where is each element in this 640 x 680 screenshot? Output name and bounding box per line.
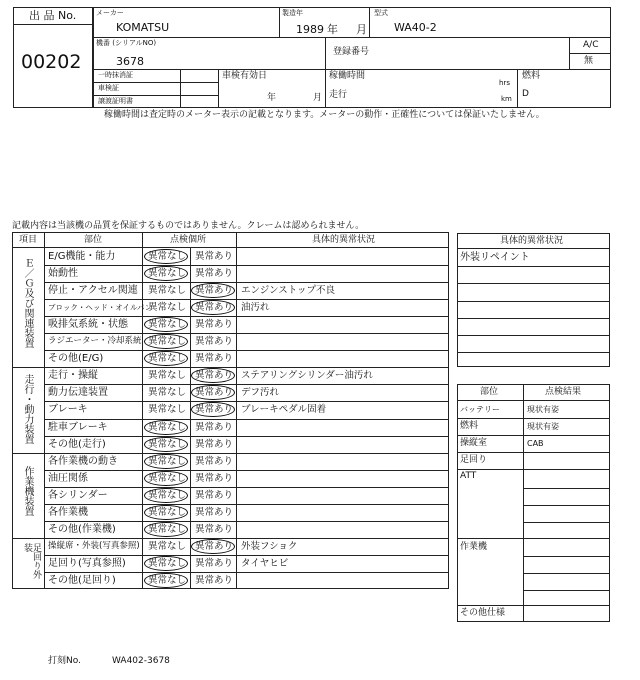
option-no-issue[interactable]: 異常なし: [148, 336, 187, 348]
result-part-workmachine: 作業機: [460, 542, 488, 552]
option-no-issue[interactable]: 異常なし: [148, 557, 187, 569]
option-issue[interactable]: 異常あり: [195, 302, 234, 314]
option-issue[interactable]: 異常あり: [195, 557, 234, 569]
row-part: 各シリンダー: [48, 489, 108, 501]
option-no-issue[interactable]: 異常なし: [148, 370, 187, 382]
selection-circle: [144, 522, 188, 537]
option-issue[interactable]: 異常あり: [195, 251, 234, 262]
year-unit: 年: [327, 23, 338, 36]
selection-circle: [144, 454, 188, 469]
row-part: その他(作業機): [48, 523, 116, 535]
option-no-issue[interactable]: 異常なし: [148, 421, 187, 433]
selection-circle: [144, 505, 188, 520]
option-no-issue[interactable]: 異常なし: [148, 523, 187, 535]
fuel-value: D: [522, 89, 529, 99]
option-issue[interactable]: 異常あり: [195, 438, 234, 450]
col-detail-header: 具体的異常状況: [312, 235, 376, 245]
row-part: 油圧関係: [48, 472, 88, 484]
option-issue[interactable]: 異常あり: [195, 472, 234, 484]
option-no-issue[interactable]: 異常なし: [148, 574, 187, 586]
option-no-issue[interactable]: 異常なし: [148, 455, 187, 467]
row-part: その他(E/G): [48, 353, 104, 365]
group-label-engine: Ｅ／Ｇ及び関連装置: [22, 258, 33, 348]
stamp-value: WA402-3678: [112, 656, 170, 666]
row-part: E/G機能・能力: [48, 251, 116, 262]
maker-label: メーカー: [96, 9, 124, 17]
row-detail: 油汚れ: [241, 302, 270, 314]
option-no-issue[interactable]: 異常なし: [148, 268, 187, 280]
row-part: 駐車ブレーキ: [48, 421, 108, 433]
row-detail: エンジンストップ不良: [241, 285, 335, 297]
spec-grid: [93, 7, 611, 108]
row-detail: ブレーキペダル固着: [241, 404, 327, 416]
selection-circle: [144, 488, 188, 503]
option-no-issue[interactable]: 異常なし: [148, 285, 187, 297]
option-issue[interactable]: 異常あり: [195, 353, 234, 365]
stamp-label: 打刻No.: [48, 656, 81, 666]
option-issue[interactable]: 異常あり: [195, 489, 234, 501]
option-issue[interactable]: 異常あり: [195, 268, 234, 280]
right-detail-title: 具体的異常状況: [500, 236, 564, 246]
option-issue[interactable]: 異常あり: [195, 455, 234, 467]
option-no-issue[interactable]: 異常なし: [148, 438, 187, 450]
selection-circle: [144, 266, 188, 281]
option-issue[interactable]: 異常あり: [195, 387, 234, 399]
option-no-issue[interactable]: 異常なし: [148, 506, 187, 518]
option-issue[interactable]: 異常あり: [195, 523, 234, 535]
year-label: 製造年: [282, 9, 303, 17]
option-no-issue[interactable]: 異常なし: [148, 251, 187, 262]
model-value: WA40-2: [394, 21, 437, 34]
model-label: 型式: [374, 9, 388, 17]
row-part: 各作業機の動き: [48, 455, 118, 467]
row-part: 足回り(写真参照): [48, 557, 126, 569]
selection-circle: [144, 420, 188, 435]
travel-label: 走行: [329, 90, 348, 100]
hours-label: 稼働時間: [329, 71, 366, 81]
fuel-label: 燃料: [522, 71, 541, 81]
valid-month-unit: 月: [313, 93, 323, 103]
option-no-issue[interactable]: 異常なし: [148, 489, 187, 501]
row-part: その他(走行): [48, 438, 106, 450]
inspection-valid-label: 車検有効日: [222, 71, 268, 81]
year-value: 1989: [296, 23, 324, 36]
registration-label: 登録番号: [333, 47, 370, 57]
result-part-att: ATT: [460, 471, 477, 481]
group-label-drive: 走行・動力装置: [22, 374, 33, 444]
hours-unit: hrs: [499, 79, 510, 87]
option-issue[interactable]: 異常あり: [195, 370, 234, 382]
option-no-issue[interactable]: 異常なし: [148, 404, 187, 416]
inspection-cert-label: 車検証: [98, 84, 119, 92]
result-part-undercarriage: 足回り: [460, 455, 488, 465]
maker-value: KOMATSU: [116, 21, 170, 34]
lot-number: 00202: [21, 51, 82, 73]
result-part-battery: バッテリー: [460, 405, 500, 414]
option-no-issue[interactable]: 異常なし: [148, 302, 187, 314]
ac-value: 無: [584, 56, 594, 66]
row-detail: 外装フショク: [241, 540, 298, 552]
row-part: ブロック・ヘッド・オイルパン: [48, 303, 152, 313]
serial-value: 3678: [116, 55, 144, 68]
row-detail: タイヤヒビ: [241, 557, 289, 569]
option-no-issue[interactable]: 異常なし: [148, 353, 187, 365]
result-part-other: その他仕様: [460, 608, 506, 618]
result-value-cabin: CAB: [527, 439, 544, 448]
option-no-issue[interactable]: 異常なし: [148, 319, 187, 331]
selection-circle: [191, 539, 235, 554]
meter-note: 稼働時間は査定時のメーター表示の記載となります。メーターの動作・正確性については保証いたしません。: [104, 110, 545, 120]
row-detail: デフ汚れ: [241, 387, 280, 399]
row-part: 各作業機: [48, 506, 88, 518]
result-value-fuel: 現状有姿: [527, 422, 559, 431]
transfer-cert-label: 譲渡証明書: [98, 97, 133, 105]
km-unit: km: [501, 95, 512, 103]
group-label-undercarriage: 足回り外装: [22, 543, 41, 579]
option-issue[interactable]: 異常あり: [195, 319, 234, 331]
row-part: 動力伝達装置: [48, 387, 108, 399]
row-part: ブレーキ: [48, 404, 88, 416]
option-no-issue[interactable]: 異常なし: [148, 387, 187, 399]
selection-circle: [144, 471, 188, 486]
row-part: ラジエーター・冷却系統: [48, 336, 142, 347]
result-part-fuel: 燃料: [460, 421, 479, 431]
row-part: 吸排気系統・状態: [48, 319, 128, 331]
selection-circle: [144, 249, 188, 264]
lot-label: 出 品 No.: [29, 9, 77, 22]
option-issue[interactable]: 異常あり: [195, 336, 234, 348]
valid-year-unit: 年: [267, 93, 277, 103]
option-issue[interactable]: 異常あり: [195, 285, 234, 297]
col-check-header: 点検個所: [170, 235, 207, 245]
option-issue[interactable]: 異常あり: [195, 421, 234, 433]
right-detail-entry: 外装リペイント: [460, 252, 530, 263]
option-no-issue[interactable]: 異常なし: [148, 540, 187, 552]
temp-permit-label: 一時抹消証: [98, 71, 133, 79]
option-issue[interactable]: 異常あり: [195, 540, 234, 552]
row-detail: ステアリングシリンダー油汚れ: [241, 370, 373, 382]
row-part: 停止・アクセル関連: [48, 285, 138, 297]
row-part: その他(足回り): [48, 574, 116, 586]
result-col-result: 点検結果: [545, 387, 582, 397]
result-col-part: 部位: [480, 387, 499, 397]
option-issue[interactable]: 異常あり: [195, 404, 234, 416]
month-unit: 月: [356, 23, 367, 36]
option-issue[interactable]: 異常あり: [195, 574, 234, 586]
selection-circle: [144, 573, 188, 588]
col-part-header: 部位: [84, 235, 103, 245]
serial-label: 機番 (シリアルNO): [96, 39, 157, 47]
row-part: 始動性: [48, 268, 78, 280]
selection-circle: [144, 556, 188, 571]
ac-label: A/C: [583, 40, 599, 50]
row-part: 操縦席・外装(写真参照): [48, 540, 140, 551]
option-issue[interactable]: 異常あり: [195, 506, 234, 518]
option-no-issue[interactable]: 異常なし: [148, 472, 187, 484]
col-item-header: 項目: [19, 235, 38, 245]
result-part-cabin: 操縦室: [460, 438, 488, 448]
group-label-work: 作業機装置: [22, 466, 33, 516]
disclaimer: 記載内容は当該機の品質を保証するものではありません。クレームは認められません。: [12, 221, 365, 231]
row-part: 走行・操縦: [48, 370, 98, 382]
selection-circle: [144, 437, 188, 452]
result-value-battery: 現状有姿: [527, 405, 559, 414]
selection-circle: [191, 283, 235, 298]
